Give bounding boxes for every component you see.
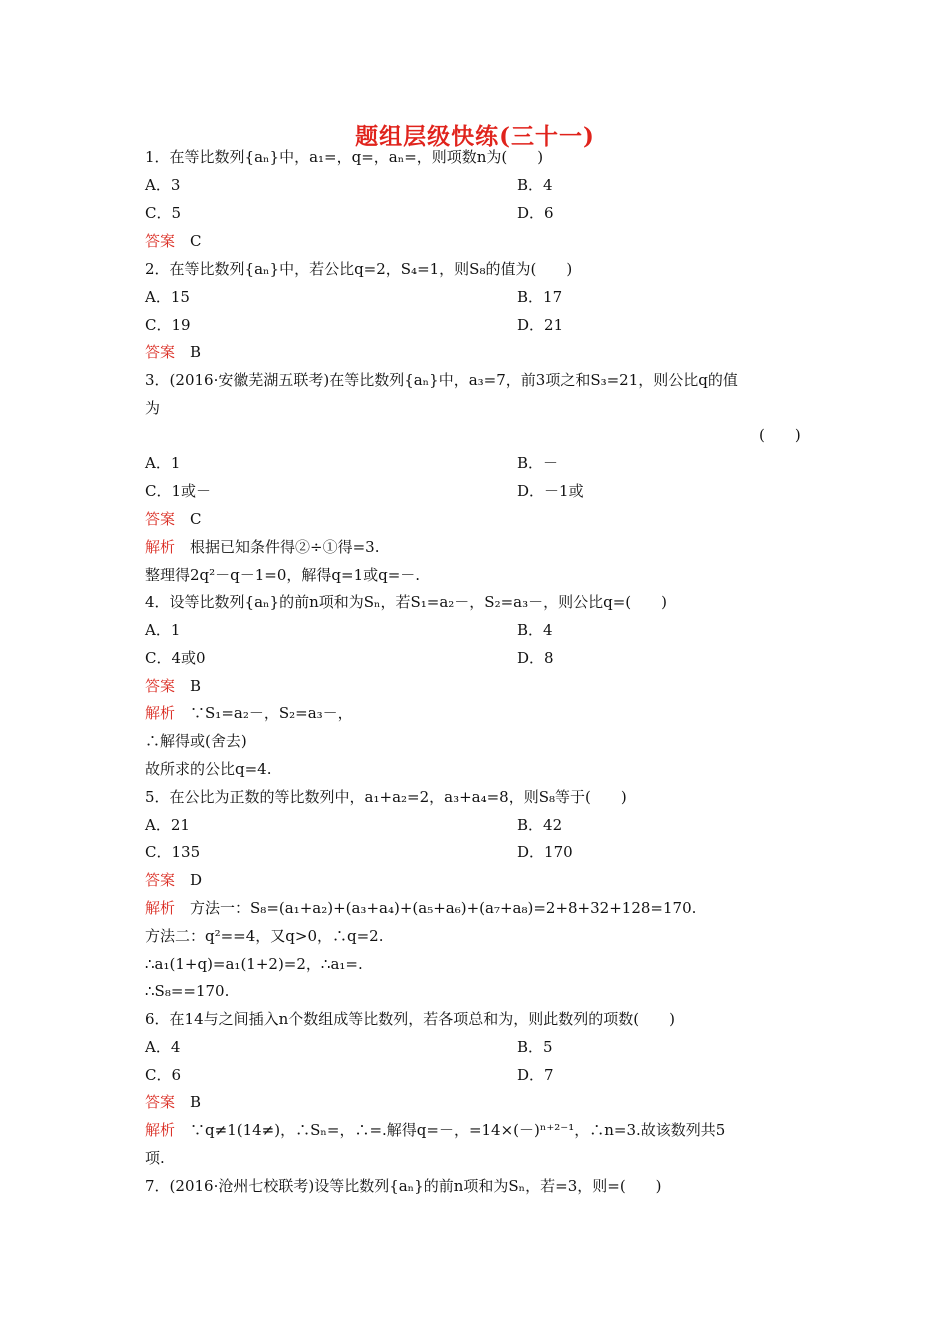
q5-stem: 5．在公比为正数的等比数列中，a₁+a₂=2，a₃+a₄=8，则S₈等于( ) (145, 788, 627, 806)
q3-option-d: D．－1或 (517, 482, 584, 500)
q6-option-b: B．5 (517, 1038, 553, 1056)
answer-label: 答案 (145, 343, 176, 361)
answer-value: C (190, 232, 202, 250)
analysis-label: 解析 (145, 704, 176, 722)
q3-stem: 3．(2016·安徽芜湖五联考)在等比数列{aₙ}中，a₃=7，前3项之和S₃=21，则公比q的值 (145, 371, 738, 389)
q6-option-c: C．6 (145, 1066, 182, 1084)
answer-label: 答案 (145, 1093, 176, 1111)
answer-value: C (190, 510, 202, 528)
analysis-text: 根据已知条件得②÷①得=3. (190, 538, 380, 556)
q3-analysis (145, 537, 379, 557)
q3-option-b: B．－ (517, 454, 559, 472)
q5-option-d: D．170 (517, 843, 573, 861)
analysis-label: 解析 (145, 899, 176, 917)
q6-option-a: A．4 (145, 1038, 181, 1056)
q4-analysis (145, 703, 353, 723)
q3-option-c: C．1或－ (145, 482, 212, 500)
q4-option-b: B．4 (517, 621, 553, 639)
q4-answer (145, 676, 201, 696)
q2-stem: 2．在等比数列{aₙ}中，若公比q=2，S₄=1，则S₈的值为( ) (145, 260, 573, 278)
q3-analysis-line2: 整理得2q²－q－1=0，解得q=1或q=－. (145, 566, 421, 584)
q2-option-b: B．17 (517, 288, 563, 306)
q6-option-d: D．7 (517, 1066, 554, 1084)
q5-analysis-line3: ∴a₁(1+q)=a₁(1+2)=2，∴a₁=. (145, 955, 363, 973)
analysis-label: 解析 (145, 1121, 176, 1139)
q4-option-d: D．8 (517, 649, 554, 667)
answer-value: B (190, 343, 202, 361)
answer-label: 答案 (145, 232, 176, 250)
q4-analysis-line2: ∴解得或(舍去) (145, 732, 247, 750)
answer-value: B (190, 677, 202, 695)
q2-option-a: A．15 (145, 288, 190, 306)
q7-stem: 7．(2016·沧州七校联考)设等比数列{aₙ}的前n项和为Sₙ，若=3，则=( ) (145, 1177, 662, 1195)
q3-stem-cont: 为 (145, 399, 161, 417)
answer-label: 答案 (145, 677, 176, 695)
q5-option-a: A．21 (145, 816, 190, 834)
q3-option-a: A．1 (145, 454, 181, 472)
q6-stem: 6．在14与之间插入n个数组成等比数列，若各项总和为，则此数列的项数( ) (145, 1010, 675, 1028)
q2-answer (145, 342, 201, 362)
answer-label: 答案 (145, 871, 176, 889)
q5-option-b: B．42 (517, 816, 563, 834)
answer-label: 答案 (145, 510, 176, 528)
analysis-text: 方法一：S₈=(a₁+a₂)+(a₃+a₄)+(a₅+a₆)+(a₇+a₈)=2+8+32+128=170. (190, 899, 697, 917)
analysis-label: 解析 (145, 538, 176, 556)
q1-option-c: C．5 (145, 204, 182, 222)
q6-analysis (145, 1120, 725, 1140)
answer-value: B (190, 1093, 202, 1111)
q5-analysis-line4: ∴S₈==170. (145, 982, 230, 1000)
q6-answer (145, 1092, 201, 1112)
q4-analysis-line3: 故所求的公比q=4. (145, 760, 272, 778)
q1-option-a: A．3 (145, 176, 181, 194)
q1-answer (145, 231, 202, 251)
answer-value: D (190, 871, 203, 889)
q2-option-d: D．21 (517, 316, 564, 334)
q5-analysis-line2: 方法二：q²==4，又q>0，∴q=2. (145, 927, 384, 945)
q3-answer-paren: ( ) (759, 426, 801, 444)
analysis-text: ∵q≠1(14≠)，∴Sₙ=，∴=.解得q=－，=14×(－)ⁿ⁺²⁻¹，∴n=3.故该数列共5 (190, 1121, 726, 1139)
q5-option-c: C．135 (145, 843, 201, 861)
analysis-text: ∵S₁=a₂－，S₂=a₃－， (190, 704, 353, 722)
q4-option-c: C．4或0 (145, 649, 206, 667)
q5-answer (145, 870, 202, 890)
q6-analysis-line2: 项. (145, 1149, 165, 1167)
q1-stem: 1．在等比数列{aₙ}中，a₁=，q=，aₙ=，则项数n为( ) (145, 148, 544, 166)
q4-stem: 4．设等比数列{aₙ}的前n项和为Sₙ，若S₁=a₂－，S₂=a₃－，则公比q=( ) (145, 593, 667, 611)
q5-analysis (145, 898, 696, 918)
q2-option-c: C．19 (145, 316, 191, 334)
q4-option-a: A．1 (145, 621, 181, 639)
q1-option-d: D．6 (517, 204, 554, 222)
page-title: 题组层级快练(三十一) (355, 123, 595, 150)
q3-answer (145, 509, 202, 529)
q1-option-b: B．4 (517, 176, 553, 194)
